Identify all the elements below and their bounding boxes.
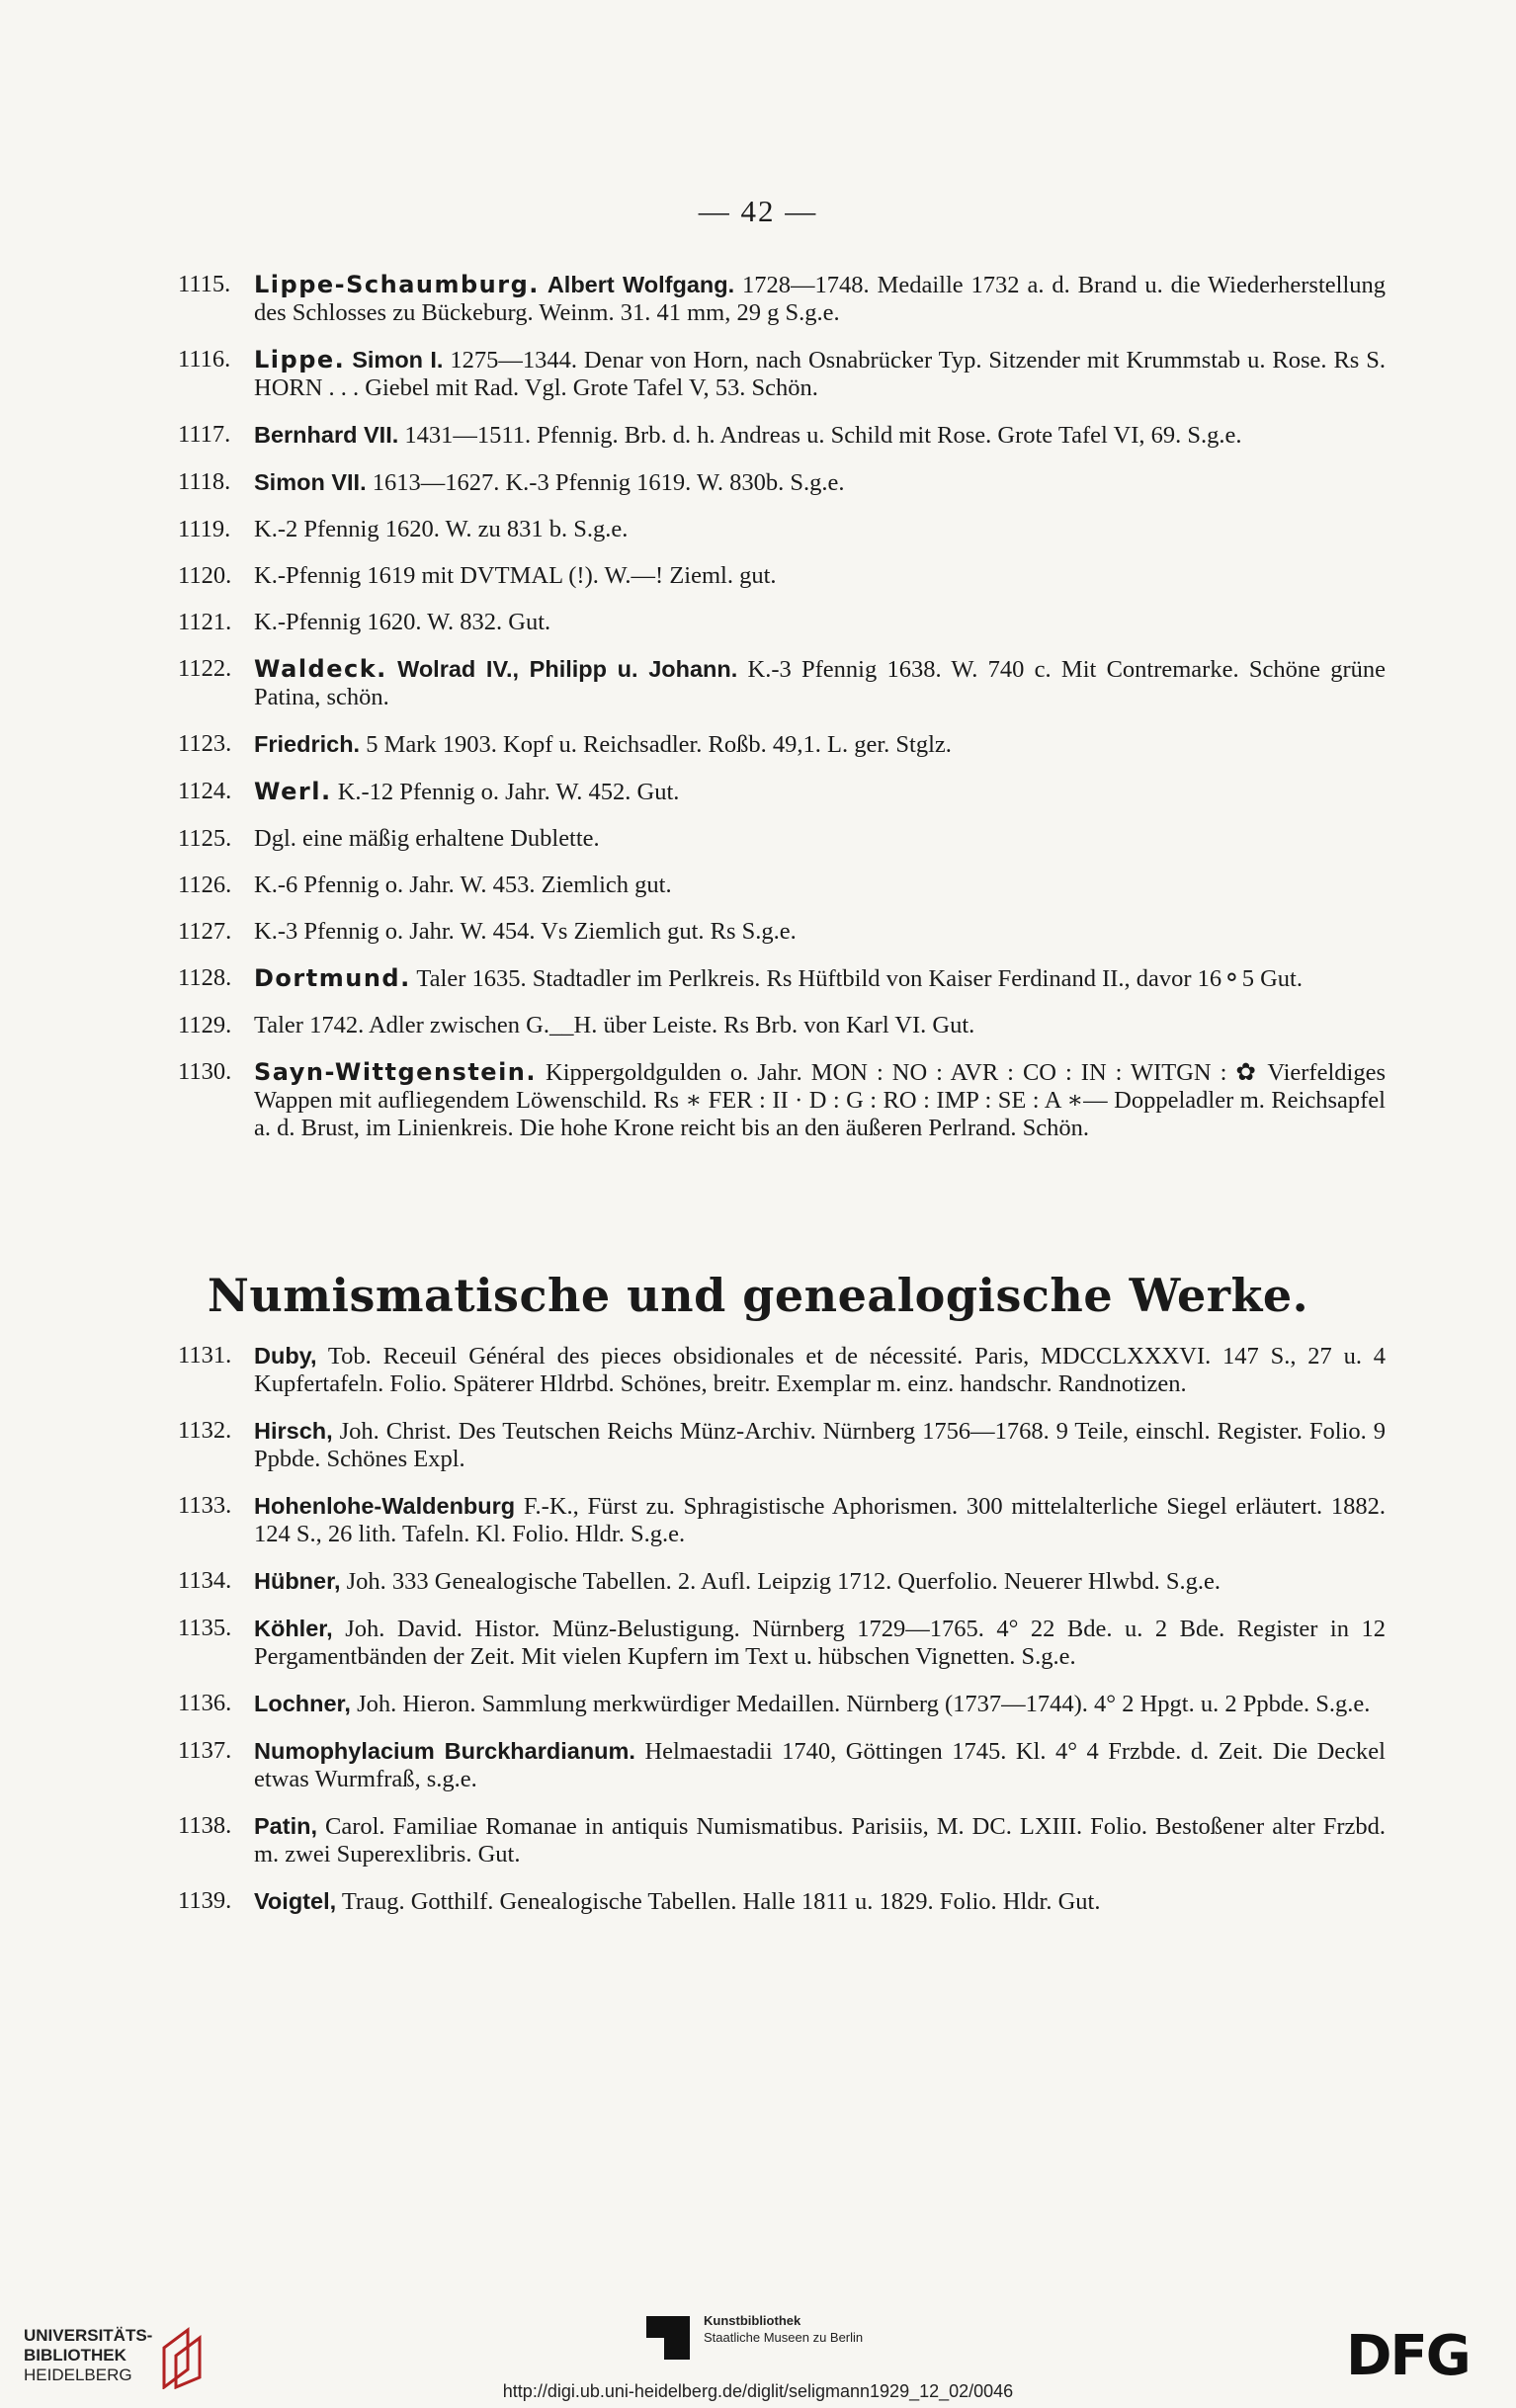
permalink-url[interactable]: http://digi.ub.uni-heidelberg.de/diglit/seligmann1929_12_02/0046 bbox=[502, 2381, 1014, 2401]
catalog-entry bbox=[178, 562, 1386, 590]
entry-number: 1123. bbox=[178, 730, 232, 757]
entry-number: 1132. bbox=[178, 1417, 232, 1444]
footer bbox=[0, 2302, 1516, 2408]
entry-text: K.-6 Pfennig o. Jahr. W. 453. Ziemlich gut. bbox=[254, 872, 672, 898]
entry-text: Joh. Hieron. Sammlung merkwürdiger Medaillen. Nürnberg (1737—1744). 4° 2 Hpgt. u. 2 Ppbde. S.g.e. bbox=[357, 1691, 1371, 1717]
catalog-entry bbox=[178, 468, 1386, 497]
entry-text: Tob. Receuil Général des pieces obsidionales et de nécessité. Paris, MDCCLXXXVI. 147 S., 27 u. 4 Kupfertafeln. Folio. Späterer Hldrbd. Schönes, breitr. Exemplar m. einz. handschr. Randnotizen. bbox=[254, 1343, 1386, 1397]
entry-text: K.-Pfennig 1619 mit DVTMAL (!). W.—! Zieml. gut. bbox=[254, 562, 777, 589]
entry-place: Lippe. bbox=[254, 346, 346, 374]
catalog-entry bbox=[178, 1012, 1386, 1039]
catalog-entry bbox=[178, 964, 1386, 993]
entry-heading: Patin, bbox=[254, 1813, 317, 1839]
entry-text: F.-K., Fürst zu. Sphragistische Aphorismen. 300 mittelalterliche Siegel erläutert. 1882. 124 S., 26 lith. Tafeln. Kl. Folio. Hldr. S.g.e. bbox=[254, 1493, 1387, 1547]
entry-text: Kippergoldgulden o. Jahr. MON : NO : AVR : CO : IN : WITGN : ✿ Vierfeldiges Wappen mit aufliegendem Löwenschild. Rs ∗ FER : II · D : G : RO : IMP : SE : A ∗— Doppeladler m. Reichsapfel a. d. Brust, im Linienkreis. Die hohe Krone reicht bis an den äußeren Perlrand. Schön. bbox=[254, 1059, 1386, 1141]
catalog-entry bbox=[178, 421, 1386, 450]
entry-number: 1124. bbox=[178, 778, 232, 804]
entry-text: Joh. Christ. Des Teutschen Reichs Münz-Archiv. Nürnberg 1756—1768. 9 Teile, einschl. Register. Folio. 9 Ppbde. Schönes Expl. bbox=[254, 1418, 1386, 1472]
entry-heading: Duby, bbox=[254, 1343, 317, 1369]
entry-heading: Wolrad IV., Philipp u. Johann. bbox=[397, 656, 738, 682]
catalog-entry bbox=[178, 346, 1386, 402]
entry-heading: Bernhard VII. bbox=[254, 422, 399, 448]
entry-number: 1118. bbox=[178, 468, 231, 495]
entry-text: 1431—1511. Pfennig. Brb. d. h. Andreas u. Schild mit Rose. Grote Tafel VI, 69. S.g.e. bbox=[404, 422, 1242, 449]
entry-number: 1136. bbox=[178, 1690, 232, 1716]
entry-number: 1116. bbox=[178, 346, 231, 373]
entry-text: 1275—1344. Denar von Horn, nach Osnabrücker Typ. Sitzender mit Krummstab u. Rose. Rs S. HORN . . . Giebel mit Rad. Vgl. Grote Tafel V, 53. Schön. bbox=[254, 347, 1387, 401]
page-number: — 42 — bbox=[698, 194, 818, 228]
catalog-entry bbox=[178, 825, 1386, 853]
catalog-entry bbox=[178, 655, 1386, 711]
entry-number: 1139. bbox=[178, 1887, 232, 1914]
entry-number: 1133. bbox=[178, 1492, 232, 1519]
entry-number: 1134. bbox=[178, 1567, 232, 1594]
kb-line1: Kunstbibliothek bbox=[704, 2313, 801, 2328]
catalog-entry bbox=[178, 1567, 1386, 1596]
entry-text: K.-3 Pfennig o. Jahr. W. 454. Vs Ziemlich gut. Rs S.g.e. bbox=[254, 918, 797, 945]
entry-text: K.-2 Pfennig 1620. W. zu 831 b. S.g.e. bbox=[254, 516, 629, 542]
catalog-entry bbox=[178, 1615, 1386, 1671]
entry-number: 1122. bbox=[178, 655, 232, 682]
entry-number: 1121. bbox=[178, 609, 232, 635]
entry-heading: Köhler, bbox=[254, 1616, 333, 1641]
entry-number: 1131. bbox=[178, 1342, 232, 1369]
catalog-entry bbox=[178, 1690, 1386, 1718]
entry-number: 1117. bbox=[178, 421, 231, 448]
entry-text: 1728—1748. Medaille 1732 a. d. Brand u. die Wiederherstellung des Schlosses zu Bückeburg. Weinm. 31. 41 mm, 29 g S.g.e. bbox=[254, 272, 1387, 326]
uni-line1: UNIVERSITÄTS- bbox=[24, 2326, 153, 2345]
catalog-entry bbox=[178, 271, 1386, 327]
catalog-entry bbox=[178, 1058, 1386, 1142]
entry-place: Lippe-Schaumburg. bbox=[254, 271, 540, 298]
entry-place: Werl. bbox=[254, 778, 332, 805]
kunstbibliothek-name bbox=[704, 2312, 863, 2346]
entry-number: 1128. bbox=[178, 964, 232, 991]
entry-text: Taler 1635. Stadtadler im Perlkreis. Rs Hüftbild von Kaiser Ferdinand II., davor 16⚬5 Gut. bbox=[416, 965, 1303, 992]
catalog-entry bbox=[178, 1812, 1386, 1868]
catalog-entry bbox=[178, 730, 1386, 759]
entry-number: 1130. bbox=[178, 1058, 232, 1085]
entry-place: Sayn-Wittgenstein. bbox=[254, 1058, 538, 1086]
section-title: Numismatische und genealogische Werke. bbox=[207, 1269, 1309, 1322]
uni-line3: HEIDELBERG bbox=[24, 2366, 132, 2384]
entry-heading: Voigtel, bbox=[254, 1888, 337, 1914]
entry-text: Dgl. eine mäßig erhaltene Dublette. bbox=[254, 825, 600, 852]
entry-heading: Lochner, bbox=[254, 1691, 351, 1716]
entry-heading: Simon I. bbox=[352, 347, 444, 373]
entry-text: 5 Mark 1903. Kopf u. Reichsadler. Roßb. 49,1. L. ger. Stglz. bbox=[366, 731, 952, 758]
entry-number: 1127. bbox=[178, 918, 232, 945]
entry-number: 1115. bbox=[178, 271, 231, 297]
entry-place: Waldeck. bbox=[254, 655, 387, 683]
entry-heading: Simon VII. bbox=[254, 469, 367, 495]
catalog-entry bbox=[178, 1492, 1386, 1548]
entry-text: Traug. Gotthilf. Genealogische Tabellen. Halle 1811 u. 1829. Folio. Hldr. Gut. bbox=[341, 1888, 1101, 1915]
entry-heading: Numophylacium Burckhardianum. bbox=[254, 1738, 635, 1764]
catalog-entry bbox=[178, 1342, 1386, 1398]
catalog-entry bbox=[178, 918, 1386, 946]
catalog-entry bbox=[178, 609, 1386, 636]
entries-books bbox=[178, 1342, 1386, 1935]
entry-text: Carol. Familiae Romanae in antiquis Numismatibus. Parisiis, M. DC. LXIII. Folio. Bestoßener alter Frzbd. m. zwei Superexlibris. Gut. bbox=[254, 1813, 1386, 1868]
entry-heading: Hohenlohe-Waldenburg bbox=[254, 1493, 516, 1519]
entry-text: Taler 1742. Adler zwischen G.__H. über Leiste. Rs Brb. von Karl VI. Gut. bbox=[254, 1012, 975, 1038]
entry-text: Joh. 333 Genealogische Tabellen. 2. Aufl. Leipzig 1712. Querfolio. Neuerer Hlwbd. S.g.e. bbox=[346, 1568, 1221, 1595]
kunstbibliothek-logo-icon bbox=[646, 2316, 690, 2360]
catalog-entry bbox=[178, 778, 1386, 806]
university-mark-icon bbox=[158, 2326, 208, 2389]
catalog-entry bbox=[178, 1737, 1386, 1793]
entry-number: 1126. bbox=[178, 872, 232, 898]
entry-number: 1137. bbox=[178, 1737, 232, 1764]
entry-heading: Friedrich. bbox=[254, 731, 361, 757]
entry-text: K.-3 Pfennig 1638. W. 740 c. Mit Contremarke. Schöne grüne Patina, schön. bbox=[254, 656, 1386, 710]
uni-line2: BIBLIOTHEK bbox=[24, 2346, 126, 2365]
entry-text: K.-Pfennig 1620. W. 832. Gut. bbox=[254, 609, 551, 635]
entry-heading: Hirsch, bbox=[254, 1418, 333, 1444]
university-library-name bbox=[24, 2326, 152, 2385]
catalog-entry bbox=[178, 516, 1386, 543]
catalog-entry bbox=[178, 1417, 1386, 1473]
entry-text: Helmaestadii 1740, Göttingen 1745. Kl. 4° 4 Frzbde. d. Zeit. Die Deckel etwas Wurmfraß, s.g.e. bbox=[254, 1738, 1386, 1792]
entry-text: Joh. David. Histor. Münz-Belustigung. Nürnberg 1729—1765. 4° 22 Bde. u. 2 Bde. Register in 12 Pergamentbänden der Zeit. Mit vielen Kupfern im Text u. hübschen Vignetten. S.g.e. bbox=[254, 1616, 1387, 1670]
entry-text: K.-12 Pfennig o. Jahr. W. 452. Gut. bbox=[337, 779, 680, 805]
entry-number: 1120. bbox=[178, 562, 232, 589]
entry-number: 1138. bbox=[178, 1812, 232, 1839]
entry-heading: Albert Wolfgang. bbox=[547, 272, 735, 297]
entries-coins bbox=[178, 271, 1386, 1161]
entry-heading: Hübner, bbox=[254, 1568, 341, 1594]
entry-place: Dortmund. bbox=[254, 964, 411, 992]
kb-line2: Staatliche Museen zu Berlin bbox=[704, 2330, 864, 2345]
dfg-logo: DFG bbox=[1346, 2324, 1470, 2388]
catalog-entry bbox=[178, 872, 1386, 899]
entry-number: 1125. bbox=[178, 825, 232, 852]
entry-text: 1613—1627. K.-3 Pfennig 1619. W. 830b. S.g.e. bbox=[372, 469, 845, 496]
catalog-entry bbox=[178, 1887, 1386, 1916]
entry-number: 1135. bbox=[178, 1615, 232, 1641]
entry-number: 1119. bbox=[178, 516, 231, 542]
entry-number: 1129. bbox=[178, 1012, 232, 1038]
